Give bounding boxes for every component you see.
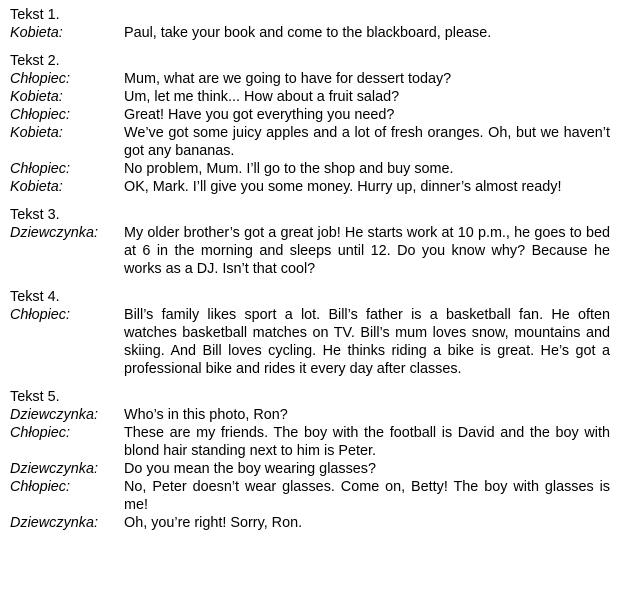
- utterance-text: We’ve got some juicy apples and a lot of fresh oranges. Oh, but we haven’t got any bananas.: [124, 125, 610, 159]
- dialogue-line: [10, 424, 610, 460]
- utterance-text: OK, Mark. I’ll give you some money. Hurry up, dinner’s almost ready!: [124, 179, 562, 195]
- section-title: Tekst 2.: [10, 53, 60, 69]
- dialogue-line: [10, 124, 610, 160]
- dialogue-line: [10, 24, 610, 42]
- speaker-label: Dziewczynka:: [10, 225, 98, 241]
- speaker-label: Kobieta:: [10, 125, 63, 141]
- dialogue-line: [10, 178, 610, 196]
- speaker-label: Dziewczynka:: [10, 515, 98, 531]
- dialogue-line: [10, 514, 610, 532]
- dialogue-line: [10, 160, 610, 178]
- utterance-text: Do you mean the boy wearing glasses?: [124, 461, 376, 477]
- dialogue-line: [10, 88, 610, 106]
- utterance-text: Oh, you’re right! Sorry, Ron.: [124, 515, 303, 531]
- speaker-label: Dziewczynka:: [10, 461, 98, 477]
- utterance-text: My older brother’s got a great job! He starts work at 10 p.m., he goes to bed at 6 in the morning and sleeps until 12. Do you know why? Because he works as a DJ. Isn’t that cool?: [124, 225, 610, 277]
- speaker-label: Chłopiec:: [10, 425, 70, 441]
- utterance-text: Great! Have you got everything you need?: [124, 107, 395, 123]
- utterance-text: Mum, what are we going to have for dessert today?: [124, 71, 452, 87]
- utterance-text: These are my friends. The boy with the football is David and the boy with blond hair standing next to him is Peter.: [124, 425, 610, 459]
- utterance-text: Paul, take your book and come to the blackboard, please.: [124, 25, 492, 41]
- section-tekst-2: [10, 52, 610, 196]
- speaker-label: Dziewczynka:: [10, 407, 98, 423]
- section-tekst-4: [10, 288, 610, 378]
- speaker-label: Kobieta:: [10, 25, 63, 41]
- section-title: Tekst 1.: [10, 7, 60, 23]
- section-title: Tekst 3.: [10, 207, 60, 223]
- dialogue-line: [10, 478, 610, 514]
- speaker-label: Chłopiec:: [10, 71, 70, 87]
- utterance-text: Bill’s family likes sport a lot. Bill’s father is a basketball fan. He often watches basketball matches on TV. Bill’s mum loves snow, mountains and skiing. And Bill loves cycling. He thinks riding a bike is great. He’s got a professional bike and rides it every day after classes.: [124, 307, 610, 377]
- utterance-text: Who’s in this photo, Ron?: [124, 407, 288, 423]
- section-title: Tekst 5.: [10, 389, 60, 405]
- utterance-text: No, Peter doesn’t wear glasses. Come on, Betty! The boy with glasses is me!: [124, 479, 610, 513]
- section-tekst-5: [10, 388, 610, 532]
- speaker-label: Chłopiec:: [10, 479, 70, 495]
- speaker-label: Chłopiec:: [10, 161, 70, 177]
- dialogue-line: [10, 70, 610, 88]
- speaker-label: Kobieta:: [10, 179, 63, 195]
- utterance-text: No problem, Mum. I’ll go to the shop and buy some.: [124, 161, 454, 177]
- transcript-document: [10, 6, 610, 542]
- section-title: Tekst 4.: [10, 289, 60, 305]
- section-tekst-3: [10, 206, 610, 278]
- speaker-label: Chłopiec:: [10, 307, 70, 323]
- speaker-label: Kobieta:: [10, 89, 63, 105]
- dialogue-line: [10, 224, 610, 278]
- dialogue-line: [10, 406, 610, 424]
- utterance-text: Um, let me think... How about a fruit salad?: [124, 89, 400, 105]
- dialogue-line: [10, 106, 610, 124]
- dialogue-line: [10, 306, 610, 378]
- dialogue-line: [10, 460, 610, 478]
- speaker-label: Chłopiec:: [10, 107, 70, 123]
- section-tekst-1: [10, 6, 610, 42]
